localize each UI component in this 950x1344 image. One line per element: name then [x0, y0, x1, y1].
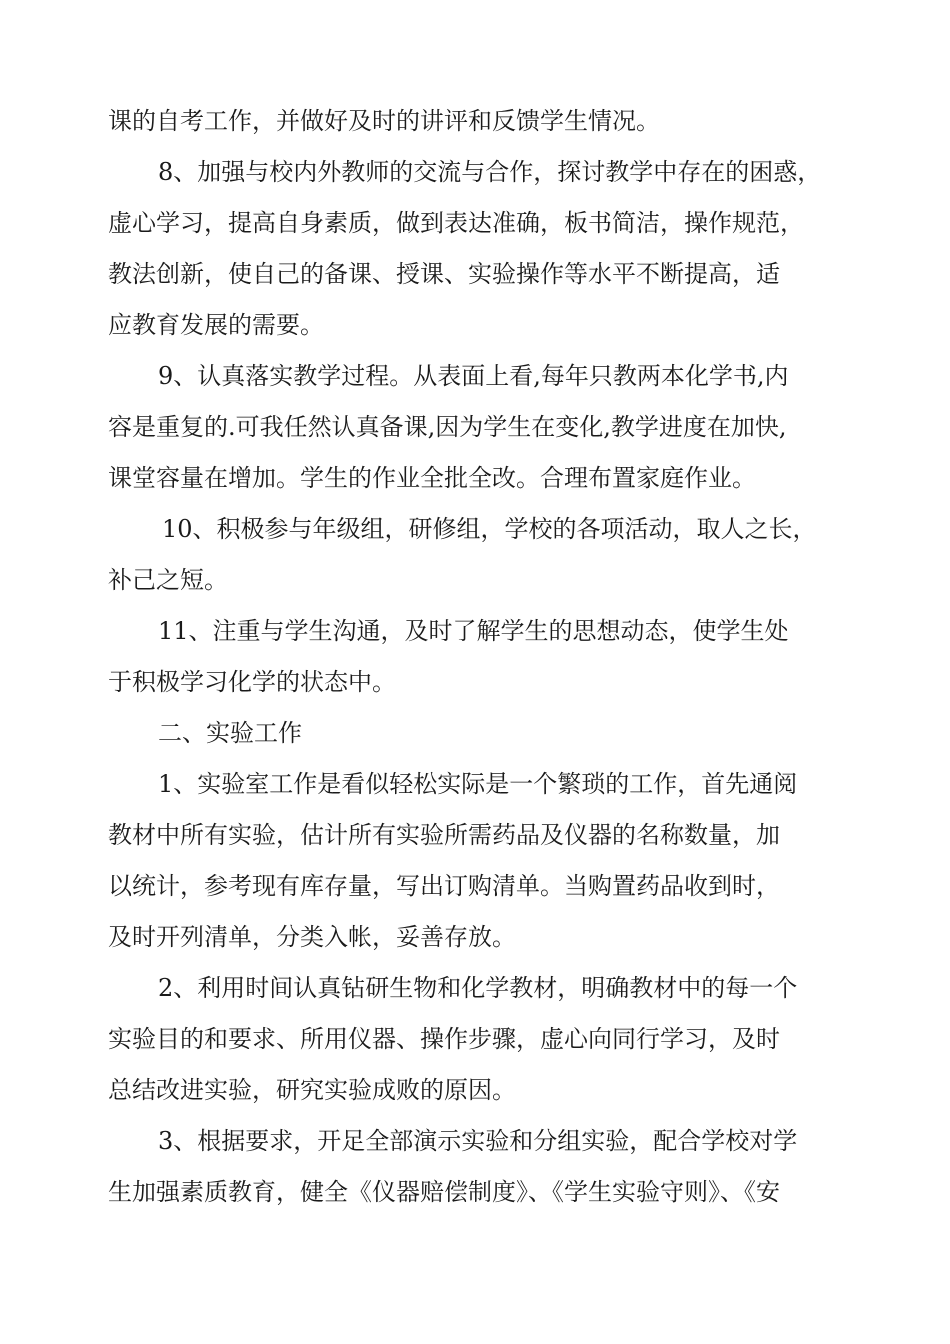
text-line: 课堂容量在增加。学生的作业全批全改。合理布置家庭作业。: [108, 464, 756, 492]
text-line: 应教育发展的需要。: [108, 311, 324, 339]
text-line: 教法创新，使自己的备课、授课、实验操作等水平不断提高，适: [108, 260, 780, 288]
paragraph-2-start: 2、利用时间认真钻研生物和化学教材，明确教材中的每一个: [158, 974, 798, 1002]
text-line: 生加强素质教育，健全《仪器赔偿制度》、《学生实验守则》、《安: [108, 1178, 780, 1206]
text-line: 实验目的和要求、所用仪器、操作步骤，虚心向同行学习，及时: [108, 1025, 780, 1053]
text-line: 容是重复的.可我任然认真备课,因为学生在变化,教学进度在加快,: [108, 413, 787, 441]
paragraph-9-start: 9、认真落实教学过程。从表面上看,每年只教两本化学书,内: [158, 362, 789, 390]
text-line: 及时开列清单，分类入帐，妥善存放。: [108, 923, 516, 951]
text-line: 教材中所有实验，估计所有实验所需药品及仪器的名称数量，加: [108, 821, 780, 849]
text-line: 以统计，参考现有库存量，写出订购清单。当购置药品收到时，: [108, 872, 780, 900]
text-line: 总结改进实验，研究实验成败的原因。: [108, 1076, 516, 1104]
paragraph-1-start: 1、实验室工作是看似轻松实际是一个繁琐的工作，首先通阅: [158, 770, 798, 798]
paragraph-10-start: 10、积极参与年级组，研修组，学校的各项活动，取人之长，: [162, 515, 817, 543]
paragraph-3-start: 3、根据要求，开足全部演示实验和分组实验，配合学校对学: [158, 1127, 798, 1155]
section-heading: 二、实验工作: [158, 719, 302, 747]
text-line: 补己之短。: [108, 566, 228, 594]
paragraph-8-start: 8、加强与校内外教师的交流与合作，探讨教学中存在的困惑，: [158, 158, 822, 186]
text-line: 于积极学习化学的状态中。: [108, 668, 396, 696]
text-line: 虚心学习，提高自身素质，做到表达准确，板书简洁，操作规范，: [108, 209, 804, 237]
document-body: [108, 96, 868, 1218]
text-line: 课的自考工作，并做好及时的讲评和反馈学生情况。: [108, 107, 660, 135]
paragraph-11-start: 11、注重与学生沟通，及时了解学生的思想动态，使学生处: [158, 617, 789, 645]
